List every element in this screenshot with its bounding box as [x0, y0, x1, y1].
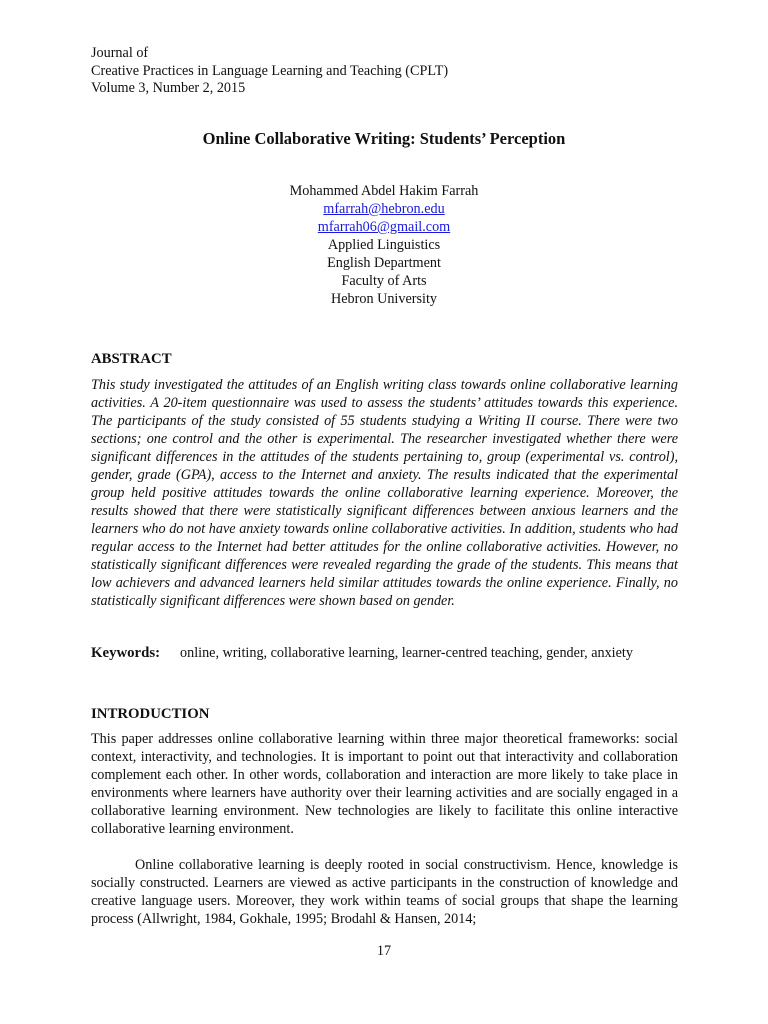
author-name: Mohammed Abdel Hakim Farrah	[289, 183, 479, 199]
journal-label: Journal of	[91, 45, 149, 61]
email-link-2[interactable]: mfarrah06@gmail.com	[317, 219, 451, 235]
keywords	[91, 644, 691, 662]
journal-name: Creative Practices in Language Learning and Teaching (CPLT)	[91, 62, 449, 79]
author-block	[0, 182, 768, 308]
affiliation-4: Hebron University	[331, 291, 437, 307]
intro-paragraph-2: Online collaborative learning is deeply rooted in social constructivism. Hence, knowledge is socially constructed. Learners are viewed as active participants in the construction of knowledge and creative language users. Moreover, they work within teams of social groups that shape the learning process (Allwright, 1984, Gokhale, 1995; Brodahl & Hansen, 2014;	[91, 857, 678, 927]
journal-header	[91, 45, 448, 98]
paper-title: Online Collaborative Writing: Students’ Perception	[202, 129, 566, 148]
abstract-heading: ABSTRACT	[91, 351, 172, 367]
affiliation-2: English Department	[327, 255, 441, 271]
keywords-text: online, writing, collaborative learning, learner-centred teaching, gender, anxiety	[180, 645, 633, 661]
introduction-heading: INTRODUCTION	[91, 706, 210, 722]
abstract-text: This study investigated the attitudes of an English writing class towards online collaborative learning activities. A 20-item questionnaire was used to assess the students’ attitudes towards this experience. The participants of the study consisted of 55 students studying a Writing II course. There were two sections; one control and the other is experimental. The researcher investigated whether there were significant differences in the attitudes of the students pertaining to, group (experimental vs. control), gender, grade (GPA), access to the Internet and anxiety. The results indicated that the experimental group held positive attitudes towards the online collaborative learning experience. Moreover, the results showed that there were statistically significant differences between anxious learners and the learners who do not have anxiety towards online collaborative activities. In addition, students who had regular access to the Internet had better attitudes for the online collaborative activities. However, no statistically significant differences were revealed regarding the grade of the students. This means that low achievers and advanced learners held similar attitudes towards the online experience. Finally, no statistically significant differences were shown based on gender.	[91, 377, 678, 609]
page-number: 17	[376, 943, 392, 959]
affiliation-1: Applied Linguistics	[327, 237, 441, 253]
keywords-label: Keywords:	[91, 645, 161, 661]
affiliation-3: Faculty of Arts	[341, 273, 427, 289]
email-link-1[interactable]: mfarrah@hebron.edu	[323, 201, 445, 217]
volume-issue: Volume 3, Number 2, 2015	[91, 80, 246, 96]
intro-paragraph-1: This paper addresses online collaborative learning within three major theoretical frameworks: social context, interactivity, and technologies. It is important to point out that interactivity and collaboration complement each other. In other words, collaboration and interaction are more likely to take place in environments where learners have authority over their learning activities and are socially engaged in a collaborative learning environment. New technologies are likely to facilitate this online interactive collaborative learning environment.	[91, 731, 678, 837]
